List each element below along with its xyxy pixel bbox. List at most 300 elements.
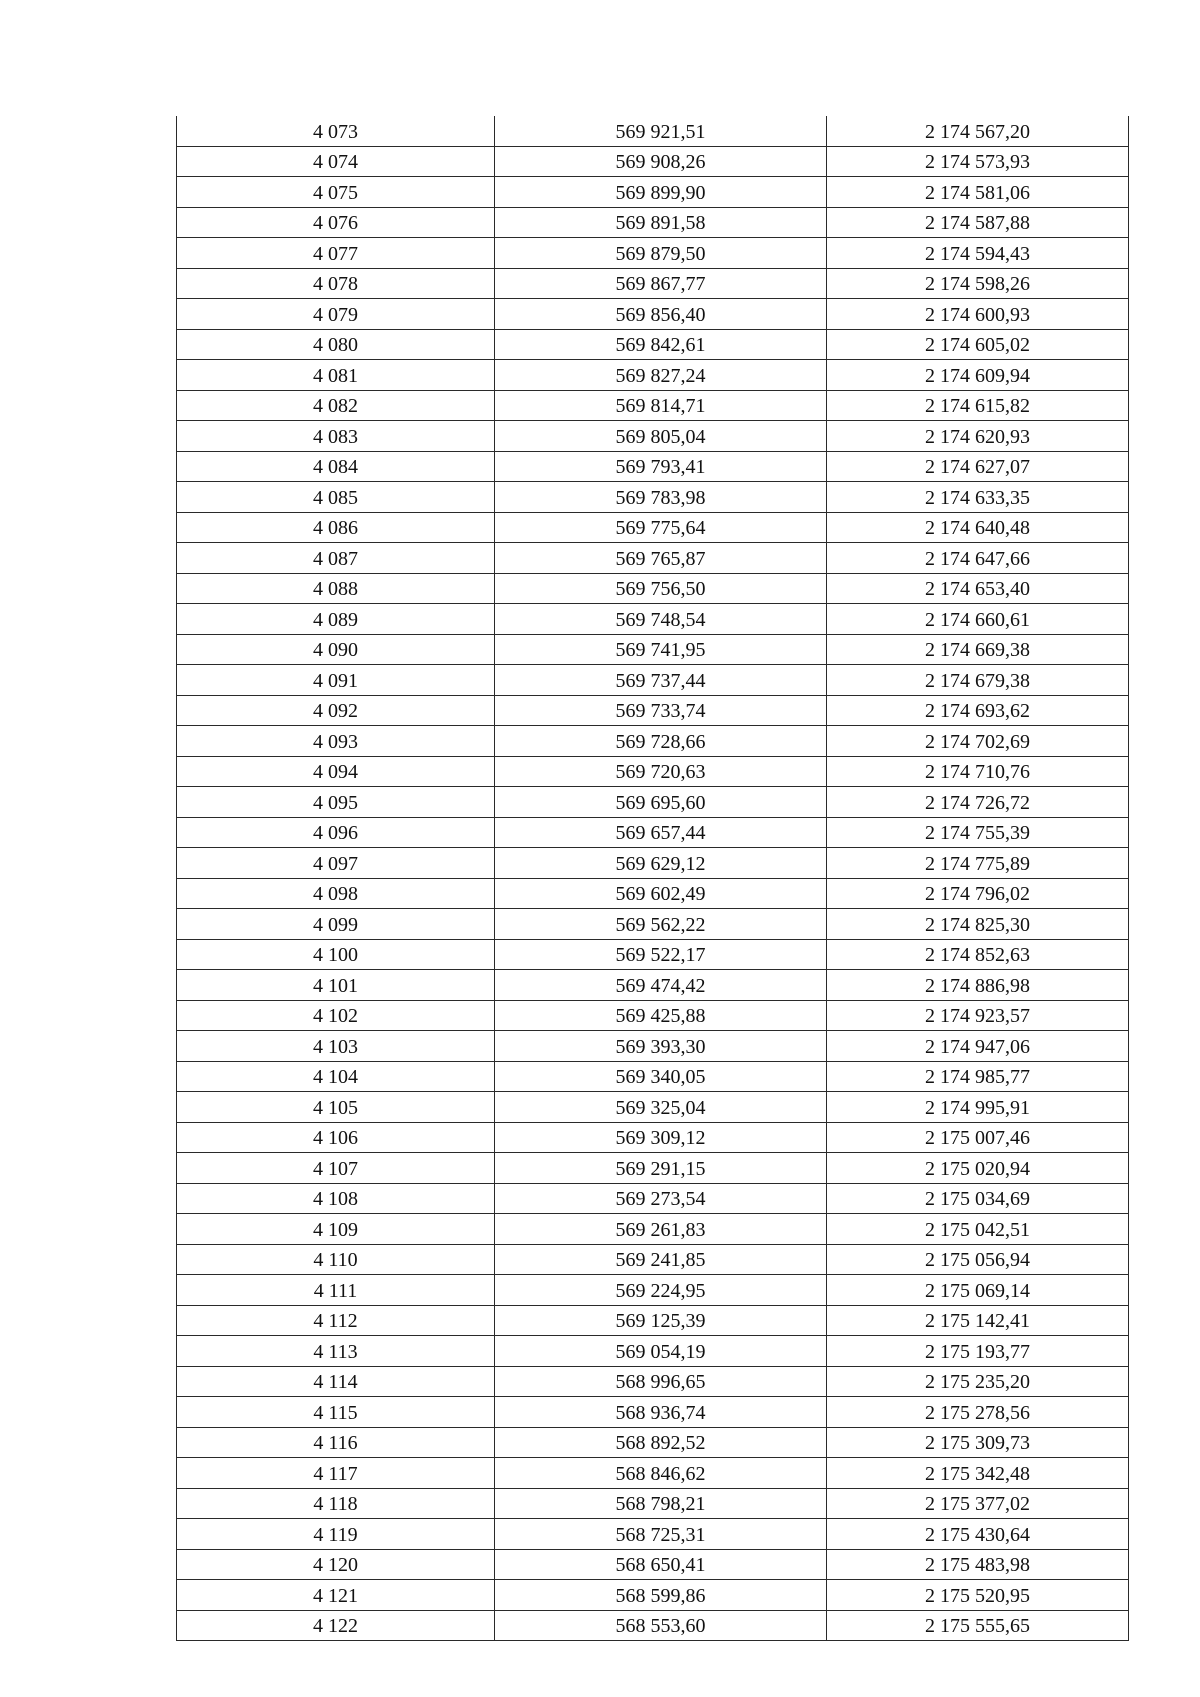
table-row [177, 1549, 1129, 1580]
point-number-cell [177, 817, 495, 848]
x-coordinate-cell [495, 634, 827, 665]
x-coordinate-cell [495, 1122, 827, 1153]
y-coordinate-cell [827, 1397, 1129, 1428]
y-coordinate-cell [827, 1275, 1129, 1306]
cell-text: 4 114 [313, 1371, 358, 1394]
y-coordinate-cell [827, 817, 1129, 848]
cell-text: 2 175 007,46 [925, 1127, 1030, 1150]
table-row [177, 1031, 1129, 1062]
y-coordinate-cell [827, 421, 1129, 452]
x-coordinate-cell [495, 756, 827, 787]
cell-text: 2 175 309,73 [925, 1432, 1030, 1455]
cell-text: 4 113 [313, 1340, 358, 1363]
cell-text: 2 174 633,35 [925, 486, 1030, 509]
cell-text: 2 175 520,95 [925, 1584, 1030, 1607]
table-row [177, 1397, 1129, 1428]
point-number-cell [177, 1366, 495, 1397]
point-number-cell [177, 116, 495, 146]
cell-text: 2 175 430,64 [925, 1523, 1030, 1546]
y-coordinate-cell [827, 451, 1129, 482]
table-row [177, 573, 1129, 604]
x-coordinate-cell [495, 939, 827, 970]
table-row [177, 299, 1129, 330]
table-row [177, 146, 1129, 177]
point-number-cell [177, 1061, 495, 1092]
cell-text: 2 174 923,57 [925, 1005, 1030, 1028]
cell-text: 4 088 [313, 578, 358, 601]
table-row [177, 390, 1129, 421]
cell-text: 4 118 [313, 1493, 358, 1516]
cell-text: 2 174 647,66 [925, 547, 1030, 570]
x-coordinate-cell [495, 146, 827, 177]
y-coordinate-cell [827, 1366, 1129, 1397]
y-coordinate-cell [827, 1549, 1129, 1580]
x-coordinate-cell [495, 1305, 827, 1336]
cell-text: 4 073 [313, 120, 358, 143]
table-row [177, 482, 1129, 513]
cell-text: 569 856,40 [615, 303, 706, 326]
cell-text: 2 174 620,93 [925, 425, 1030, 448]
table-row [177, 665, 1129, 696]
point-number-cell [177, 329, 495, 360]
point-number-cell [177, 268, 495, 299]
point-number-cell [177, 695, 495, 726]
point-number-cell [177, 1397, 495, 1428]
y-coordinate-cell [827, 634, 1129, 665]
cell-text: 4 121 [313, 1584, 358, 1607]
cell-text: 2 174 985,77 [925, 1066, 1030, 1089]
y-coordinate-cell [827, 116, 1129, 146]
y-coordinate-cell [827, 1336, 1129, 1367]
cell-text: 569 261,83 [615, 1218, 706, 1241]
y-coordinate-cell [827, 1427, 1129, 1458]
x-coordinate-cell [495, 1366, 827, 1397]
x-coordinate-cell [495, 1580, 827, 1611]
cell-text: 569 720,63 [615, 761, 706, 784]
cell-text: 2 174 775,89 [925, 852, 1030, 875]
x-coordinate-cell [495, 451, 827, 482]
y-coordinate-cell [827, 1183, 1129, 1214]
y-coordinate-cell [827, 1000, 1129, 1031]
point-number-cell [177, 1580, 495, 1611]
point-number-cell [177, 299, 495, 330]
cell-text: 4 074 [313, 151, 358, 174]
cell-text: 569 522,17 [615, 944, 706, 967]
point-number-cell [177, 1244, 495, 1275]
point-number-cell [177, 634, 495, 665]
cell-text: 4 079 [313, 303, 358, 326]
x-coordinate-cell [495, 1061, 827, 1092]
cell-text: 2 174 702,69 [925, 730, 1030, 753]
x-coordinate-cell [495, 390, 827, 421]
table-row [177, 329, 1129, 360]
cell-text: 4 086 [313, 517, 358, 540]
y-coordinate-cell [827, 1153, 1129, 1184]
cell-text: 569 921,51 [615, 120, 706, 143]
cell-text: 2 174 995,91 [925, 1096, 1030, 1119]
cell-text: 4 106 [313, 1127, 358, 1150]
y-coordinate-cell [827, 512, 1129, 543]
table-row [177, 1244, 1129, 1275]
point-number-cell [177, 756, 495, 787]
cell-text: 569 842,61 [615, 334, 706, 357]
x-coordinate-cell [495, 1092, 827, 1123]
cell-text: 2 174 653,40 [925, 578, 1030, 601]
x-coordinate-cell [495, 1031, 827, 1062]
point-number-cell [177, 970, 495, 1001]
table-row [177, 1580, 1129, 1611]
y-coordinate-cell [827, 1244, 1129, 1275]
point-number-cell [177, 909, 495, 940]
cell-text: 4 100 [313, 944, 358, 967]
point-number-cell [177, 360, 495, 391]
cell-text: 569 775,64 [615, 517, 706, 540]
point-number-cell [177, 1275, 495, 1306]
point-number-cell [177, 1458, 495, 1489]
x-coordinate-cell [495, 909, 827, 940]
cell-text: 2 175 142,41 [925, 1310, 1030, 1333]
y-coordinate-cell [827, 909, 1129, 940]
cell-text: 569 273,54 [615, 1188, 706, 1211]
cell-text: 569 908,26 [615, 151, 706, 174]
table-row [177, 360, 1129, 391]
y-coordinate-cell [827, 1580, 1129, 1611]
table-row [177, 1427, 1129, 1458]
x-coordinate-cell [495, 421, 827, 452]
cell-text: 569 805,04 [615, 425, 706, 448]
table-row [177, 116, 1129, 146]
y-coordinate-cell [827, 970, 1129, 1001]
x-coordinate-cell [495, 573, 827, 604]
table-row [177, 726, 1129, 757]
cell-text: 2 175 342,48 [925, 1462, 1030, 1485]
x-coordinate-cell [495, 268, 827, 299]
cell-text: 2 174 947,06 [925, 1035, 1030, 1058]
table-row [177, 1000, 1129, 1031]
cell-text: 569 737,44 [615, 669, 706, 692]
cell-text: 2 175 042,51 [925, 1218, 1030, 1241]
coordinates-table-body [177, 116, 1129, 1641]
y-coordinate-cell [827, 695, 1129, 726]
cell-text: 2 174 615,82 [925, 395, 1030, 418]
cell-text: 2 174 627,07 [925, 456, 1030, 479]
y-coordinate-cell [827, 604, 1129, 635]
x-coordinate-cell [495, 360, 827, 391]
cell-text: 569 748,54 [615, 608, 706, 631]
x-coordinate-cell [495, 817, 827, 848]
cell-text: 569 474,42 [615, 974, 706, 997]
table-row [177, 512, 1129, 543]
cell-text: 2 174 605,02 [925, 334, 1030, 357]
cell-text: 569 891,58 [615, 212, 706, 235]
cell-text: 2 174 567,20 [925, 120, 1030, 143]
cell-text: 569 291,15 [615, 1157, 706, 1180]
cell-text: 4 111 [313, 1279, 358, 1302]
cell-text: 569 765,87 [615, 547, 706, 570]
cell-text: 4 092 [313, 700, 358, 723]
cell-text: 569 867,77 [615, 273, 706, 296]
table-row [177, 817, 1129, 848]
cell-text: 569 224,95 [615, 1279, 706, 1302]
x-coordinate-cell [495, 848, 827, 879]
x-coordinate-cell [495, 329, 827, 360]
table-row [177, 1458, 1129, 1489]
y-coordinate-cell [827, 1214, 1129, 1245]
cell-text: 4 109 [313, 1218, 358, 1241]
y-coordinate-cell [827, 665, 1129, 696]
point-number-cell [177, 1488, 495, 1519]
y-coordinate-cell [827, 573, 1129, 604]
cell-text: 4 117 [313, 1462, 358, 1485]
x-coordinate-cell [495, 238, 827, 269]
table-row [177, 1488, 1129, 1519]
table-row [177, 1214, 1129, 1245]
point-number-cell [177, 1427, 495, 1458]
x-coordinate-cell [495, 177, 827, 208]
cell-text: 4 091 [313, 669, 358, 692]
cell-text: 4 099 [313, 913, 358, 936]
y-coordinate-cell [827, 1458, 1129, 1489]
cell-text: 568 996,65 [615, 1371, 706, 1394]
point-number-cell [177, 238, 495, 269]
table-row [177, 1336, 1129, 1367]
table-row [177, 604, 1129, 635]
x-coordinate-cell [495, 695, 827, 726]
cell-text: 569 340,05 [615, 1066, 706, 1089]
cell-text: 4 095 [313, 791, 358, 814]
point-number-cell [177, 665, 495, 696]
cell-text: 568 599,86 [615, 1584, 706, 1607]
cell-text: 2 175 235,20 [925, 1371, 1030, 1394]
cell-text: 569 783,98 [615, 486, 706, 509]
point-number-cell [177, 604, 495, 635]
y-coordinate-cell [827, 146, 1129, 177]
point-number-cell [177, 726, 495, 757]
cell-text: 4 081 [313, 364, 358, 387]
table-row [177, 1366, 1129, 1397]
cell-text: 569 325,04 [615, 1096, 706, 1119]
cell-text: 569 741,95 [615, 639, 706, 662]
cell-text: 2 174 679,38 [925, 669, 1030, 692]
table-row [177, 1519, 1129, 1550]
table-row [177, 1061, 1129, 1092]
x-coordinate-cell [495, 1427, 827, 1458]
x-coordinate-cell [495, 1183, 827, 1214]
cell-text: 4 115 [313, 1401, 358, 1424]
coordinates-table-container [176, 116, 1128, 1641]
cell-text: 4 104 [313, 1066, 358, 1089]
table-row [177, 1153, 1129, 1184]
point-number-cell [177, 1092, 495, 1123]
y-coordinate-cell [827, 848, 1129, 879]
y-coordinate-cell [827, 878, 1129, 909]
cell-text: 569 657,44 [615, 822, 706, 845]
point-number-cell [177, 1549, 495, 1580]
point-number-cell [177, 939, 495, 970]
cell-text: 569 899,90 [615, 181, 706, 204]
cell-text: 4 105 [313, 1096, 358, 1119]
cell-text: 4 094 [313, 761, 358, 784]
cell-text: 2 175 193,77 [925, 1340, 1030, 1363]
cell-text: 2 174 825,30 [925, 913, 1030, 936]
x-coordinate-cell [495, 1458, 827, 1489]
x-coordinate-cell [495, 207, 827, 238]
x-coordinate-cell [495, 878, 827, 909]
cell-text: 4 093 [313, 730, 358, 753]
cell-text: 569 054,19 [615, 1340, 706, 1363]
cell-text: 2 175 020,94 [925, 1157, 1030, 1180]
table-row [177, 1183, 1129, 1214]
cell-text: 569 814,71 [615, 395, 706, 418]
table-row [177, 634, 1129, 665]
cell-text: 2 174 796,02 [925, 883, 1030, 906]
x-coordinate-cell [495, 665, 827, 696]
x-coordinate-cell [495, 299, 827, 330]
cell-text: 568 846,62 [615, 1462, 706, 1485]
table-row [177, 756, 1129, 787]
cell-text: 4 084 [313, 456, 358, 479]
cell-text: 2 174 852,63 [925, 944, 1030, 967]
cell-text: 4 119 [313, 1523, 358, 1546]
x-coordinate-cell [495, 787, 827, 818]
table-row [177, 1610, 1129, 1641]
cell-text: 568 553,60 [615, 1615, 706, 1638]
y-coordinate-cell [827, 787, 1129, 818]
point-number-cell [177, 1183, 495, 1214]
cell-text: 569 241,85 [615, 1249, 706, 1272]
table-row [177, 909, 1129, 940]
cell-text: 568 650,41 [615, 1554, 706, 1577]
cell-text: 569 602,49 [615, 883, 706, 906]
coordinates-table [176, 116, 1129, 1641]
table-row [177, 695, 1129, 726]
point-number-cell [177, 390, 495, 421]
x-coordinate-cell [495, 1488, 827, 1519]
cell-text: 569 629,12 [615, 852, 706, 875]
y-coordinate-cell [827, 1092, 1129, 1123]
x-coordinate-cell [495, 1336, 827, 1367]
table-row [177, 1122, 1129, 1153]
point-number-cell [177, 1610, 495, 1641]
cell-text: 4 107 [313, 1157, 358, 1180]
table-row [177, 1275, 1129, 1306]
y-coordinate-cell [827, 1488, 1129, 1519]
y-coordinate-cell [827, 482, 1129, 513]
x-coordinate-cell [495, 726, 827, 757]
cell-text: 2 174 581,06 [925, 181, 1030, 204]
x-coordinate-cell [495, 1397, 827, 1428]
cell-text: 4 076 [313, 212, 358, 235]
cell-text: 4 101 [313, 974, 358, 997]
cell-text: 4 083 [313, 425, 358, 448]
cell-text: 2 174 755,39 [925, 822, 1030, 845]
x-coordinate-cell [495, 970, 827, 1001]
point-number-cell [177, 207, 495, 238]
cell-text: 2 174 886,98 [925, 974, 1030, 997]
y-coordinate-cell [827, 329, 1129, 360]
cell-text: 569 695,60 [615, 791, 706, 814]
table-row [177, 970, 1129, 1001]
table-row [177, 238, 1129, 269]
cell-text: 568 725,31 [615, 1523, 706, 1546]
cell-text: 4 112 [313, 1310, 358, 1333]
table-row [177, 543, 1129, 574]
y-coordinate-cell [827, 1031, 1129, 1062]
point-number-cell [177, 878, 495, 909]
table-row [177, 421, 1129, 452]
cell-text: 4 110 [313, 1249, 358, 1272]
cell-text: 2 174 710,76 [925, 761, 1030, 784]
cell-text: 2 175 034,69 [925, 1188, 1030, 1211]
y-coordinate-cell [827, 238, 1129, 269]
cell-text: 2 174 726,72 [925, 791, 1030, 814]
cell-text: 569 425,88 [615, 1005, 706, 1028]
point-number-cell [177, 512, 495, 543]
cell-text: 4 089 [313, 608, 358, 631]
cell-text: 4 116 [313, 1432, 358, 1455]
cell-text: 2 174 573,93 [925, 151, 1030, 174]
x-coordinate-cell [495, 1153, 827, 1184]
cell-text: 2 175 056,94 [925, 1249, 1030, 1272]
cell-text: 4 102 [313, 1005, 358, 1028]
cell-text: 2 175 069,14 [925, 1279, 1030, 1302]
y-coordinate-cell [827, 1122, 1129, 1153]
y-coordinate-cell [827, 939, 1129, 970]
point-number-cell [177, 177, 495, 208]
point-number-cell [177, 482, 495, 513]
cell-text: 4 090 [313, 639, 358, 662]
y-coordinate-cell [827, 726, 1129, 757]
point-number-cell [177, 1519, 495, 1550]
point-number-cell [177, 1153, 495, 1184]
point-number-cell [177, 1305, 495, 1336]
cell-text: 569 879,50 [615, 242, 706, 265]
y-coordinate-cell [827, 1610, 1129, 1641]
point-number-cell [177, 787, 495, 818]
cell-text: 4 108 [313, 1188, 358, 1211]
x-coordinate-cell [495, 1610, 827, 1641]
table-row [177, 207, 1129, 238]
x-coordinate-cell [495, 1519, 827, 1550]
cell-text: 569 393,30 [615, 1035, 706, 1058]
cell-text: 2 174 609,94 [925, 364, 1030, 387]
y-coordinate-cell [827, 390, 1129, 421]
y-coordinate-cell [827, 299, 1129, 330]
x-coordinate-cell [495, 543, 827, 574]
point-number-cell [177, 1122, 495, 1153]
cell-text: 569 733,74 [615, 700, 706, 723]
cell-text: 2 174 660,61 [925, 608, 1030, 631]
y-coordinate-cell [827, 177, 1129, 208]
table-row [177, 848, 1129, 879]
cell-text: 569 793,41 [615, 456, 706, 479]
cell-text: 568 892,52 [615, 1432, 706, 1455]
x-coordinate-cell [495, 604, 827, 635]
y-coordinate-cell [827, 360, 1129, 391]
table-row [177, 177, 1129, 208]
point-number-cell [177, 1336, 495, 1367]
cell-text: 569 827,24 [615, 364, 706, 387]
point-number-cell [177, 573, 495, 604]
cell-text: 569 562,22 [615, 913, 706, 936]
cell-text: 2 175 555,65 [925, 1615, 1030, 1638]
cell-text: 4 085 [313, 486, 358, 509]
table-row [177, 268, 1129, 299]
cell-text: 2 175 483,98 [925, 1554, 1030, 1577]
cell-text: 568 798,21 [615, 1493, 706, 1516]
x-coordinate-cell [495, 1549, 827, 1580]
cell-text: 569 756,50 [615, 578, 706, 601]
